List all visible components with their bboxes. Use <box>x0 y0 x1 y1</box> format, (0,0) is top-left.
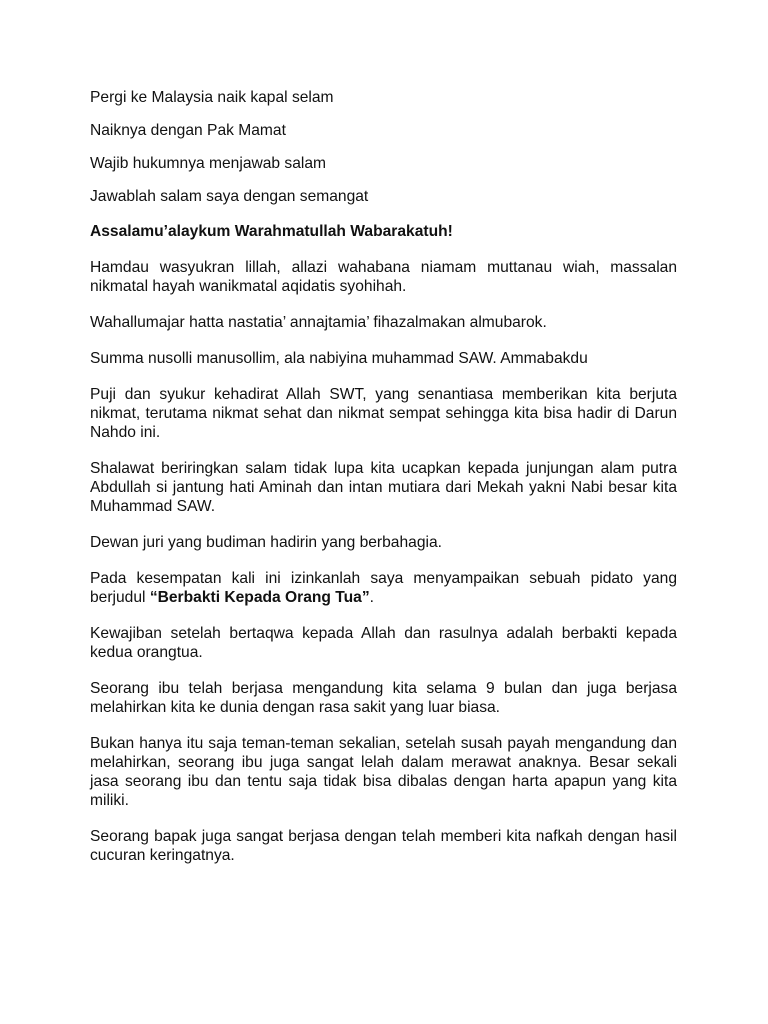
paragraph-audience: Dewan juri yang budiman hadirin yang berbahagia. <box>90 534 442 551</box>
paragraph-gratitude: Puji dan syukur kehadirat Allah SWT, yang senantiasa memberikan kita berjuta nikmat, terutama nikmat sehat dan nikmat sempat sehingga kita bisa hadir di Darun Nahdo ini. <box>90 386 677 441</box>
paragraph-father: Seorang bapak juga sangat berjasa dengan telah memberi kita nafkah dengan hasil cucuran keringatnya. <box>90 828 677 864</box>
speech-title-period: . <box>369 589 374 606</box>
document-page <box>90 88 677 882</box>
pantun-line-4: Jawablah salam saya dengan semangat <box>90 188 369 205</box>
speech-title-intro: Pada kesempatan kali ini izinkanlah saya menyampaikan sebuah pidato yang berjudul <box>90 570 677 606</box>
pantun-line-2: Naiknya dengan Pak Mamat <box>90 122 286 139</box>
paragraph-mother-birth: Seorang ibu telah berjasa mengandung kita selama 9 bulan dan juga berjasa melahirkan kita ke dunia dengan rasa sakit yang luar biasa. <box>90 680 677 716</box>
paragraph-shalawat-arabic: Summa nusolli manusollim, ala nabiyina muhammad SAW. Ammabakdu <box>90 350 588 367</box>
greeting-heading: Assalamu’alaykum Warahmatullah Wabarakatuh! <box>90 223 453 240</box>
pantun-line-1: Pergi ke Malaysia naik kapal selam <box>90 89 334 106</box>
paragraph-speech-title <box>90 569 677 607</box>
paragraph-shalawat: Shalawat beriringkan salam tidak lupa kita ucapkan kepada junjungan alam putra Abdullah si jantung hati Aminah dan intan mutiara dari Mekah yakni Nabi besar kita Muhammad SAW. <box>90 460 677 515</box>
paragraph-obligation: Kewajiban setelah bertaqwa kepada Allah dan rasulnya adalah berbakti kepada kedua orangtua. <box>90 625 677 661</box>
pantun-line-3: Wajib hukumnya menjawab salam <box>90 155 327 172</box>
pantun-verse <box>90 88 677 206</box>
paragraph-mother-care: Bukan hanya itu saja teman-teman sekalian, setelah susah payah mengandung dan melahirkan, seorang ibu juga sangat lelah dalam merawat anaknya. Besar sekali jasa seorang ibu dan tentu saja tidak bisa dibalas dengan harta apapun yang kita miliki. <box>90 735 677 809</box>
speech-title: “Berbakti Kepada Orang Tua” <box>149 589 370 606</box>
paragraph-gathering: Wahallumajar hatta nastatia’ annajtamia’ fihazalmakan almubarok. <box>90 314 547 331</box>
paragraph-hamdalah: Hamdau wasyukran lillah, allazi wahabana niamam muttanau wiah, massalan nikmatal hayah wanikmatal aqidatis syohihah. <box>90 259 677 295</box>
